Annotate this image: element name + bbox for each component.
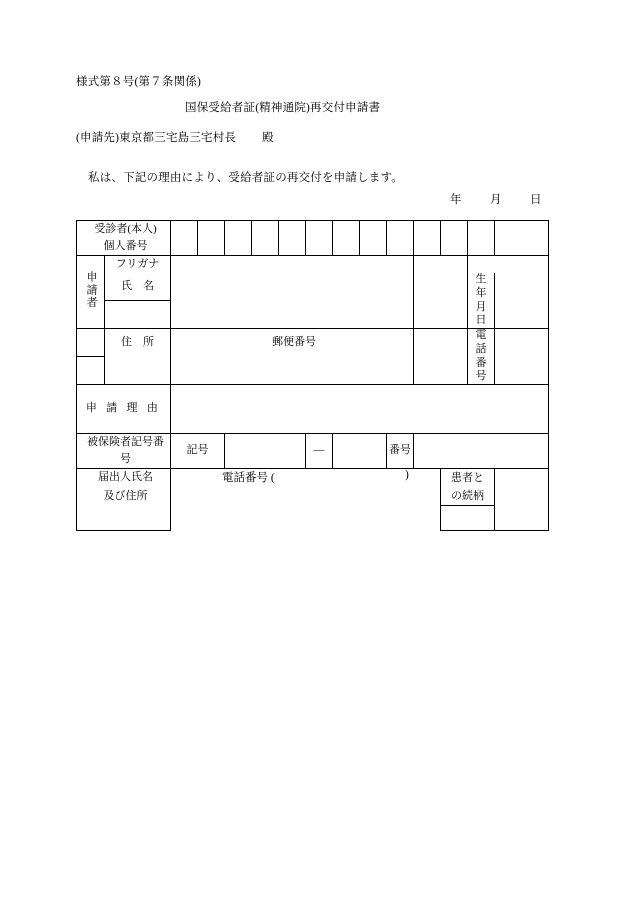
mynumber-box[interactable] <box>414 221 441 256</box>
reporter-label-line2: 及び住所 <box>77 488 171 506</box>
mynumber-box[interactable] <box>225 221 252 256</box>
tel-value[interactable] <box>495 329 549 357</box>
number-label: 番号 <box>387 434 414 469</box>
symbol-label: 記号 <box>171 434 225 469</box>
mynumber-box[interactable] <box>333 221 360 256</box>
applicant-label-spacer <box>77 329 105 357</box>
birth-label-line2: 月 日 <box>468 301 495 329</box>
name-label-spacer <box>105 301 171 329</box>
furigana-value[interactable] <box>171 256 414 274</box>
mynumber-box[interactable] <box>198 221 225 256</box>
table-row <box>77 385 549 434</box>
name-label: 氏 名 <box>105 273 171 301</box>
mynumber-label-line2: 個人番号 <box>77 238 171 256</box>
table-row <box>77 434 549 452</box>
reporter-label-spacer <box>77 506 171 531</box>
name-right-pad <box>414 273 468 329</box>
mynumber-box[interactable] <box>468 221 495 256</box>
addressee-honorific: 殿 <box>262 132 274 144</box>
statement-text: 私は、下記の理由により、受給者証の再交付を申請します。 <box>88 172 403 184</box>
relation-label-line2: の続柄 <box>441 488 495 506</box>
insured-label-line1: 被保険者記号番 <box>77 434 171 452</box>
symbol-value[interactable] <box>225 434 306 469</box>
name-value[interactable] <box>171 273 414 329</box>
birth-label-line1: 生 年 <box>468 273 495 301</box>
table-row <box>77 469 549 489</box>
symbol-dash: ― <box>306 434 333 469</box>
applicant-label <box>77 256 105 329</box>
table-row <box>77 329 549 357</box>
tel-label-line1: 電 話 <box>468 329 495 357</box>
furigana-right-pad <box>414 256 468 274</box>
reason-label: 申 請 理 由 <box>77 385 171 434</box>
mynumber-label-line1: 受診者(本人) <box>77 221 171 239</box>
tel-value-cont[interactable] <box>495 357 549 385</box>
reporter-label-line1: 届出人氏名 <box>77 469 171 489</box>
address-label: 住 所 <box>105 329 171 357</box>
number-value[interactable] <box>414 434 549 469</box>
postal-label: 郵便番号 <box>171 329 414 357</box>
address-label-spacer <box>105 357 171 385</box>
addressee-line <box>76 129 274 145</box>
table-row <box>77 273 549 301</box>
addressee-text: (申請先)東京都三宅島三宅村長 <box>76 132 237 144</box>
furigana-label: フリガナ <box>105 256 171 274</box>
mynumber-box[interactable] <box>495 221 549 256</box>
mynumber-box[interactable] <box>171 221 198 256</box>
mynumber-box[interactable] <box>252 221 279 256</box>
date-year-label: 年 <box>450 194 462 206</box>
address-value[interactable] <box>171 357 414 385</box>
reason-value[interactable] <box>171 385 549 434</box>
birth-label-pad <box>468 256 549 274</box>
mynumber-box[interactable] <box>360 221 387 256</box>
date-day-label: 日 <box>530 194 542 206</box>
form-number: 様式第８号(第７条関係) <box>76 76 202 88</box>
reporter-phone-label: 電話番号 ( <box>222 472 275 484</box>
mynumber-box[interactable] <box>387 221 414 256</box>
birth-value[interactable] <box>495 273 549 329</box>
date-month-label: 月 <box>490 194 502 206</box>
address-right-pad <box>414 329 468 357</box>
mynumber-box[interactable] <box>441 221 468 256</box>
document-title: 国保受給者証(精神通院)再交付申請書 <box>185 102 381 114</box>
reporter-phone-close: ) <box>405 469 409 481</box>
table-row <box>77 357 549 385</box>
insured-label-line2: 号 <box>77 451 171 469</box>
applicant-label-spacer2 <box>77 357 105 385</box>
table-row <box>77 221 549 239</box>
mynumber-box[interactable] <box>279 221 306 256</box>
table-row <box>77 256 549 274</box>
applicant-label-text: 申請者 <box>85 270 97 309</box>
mynumber-box[interactable] <box>306 221 333 256</box>
relation-value[interactable] <box>495 469 549 531</box>
reporter-value[interactable] <box>171 469 441 531</box>
application-table <box>76 220 549 531</box>
relation-label-line1: 患者と <box>441 469 495 489</box>
date-line <box>450 191 542 207</box>
address-right-pad2 <box>414 357 468 385</box>
symbol-value-right[interactable] <box>333 434 387 469</box>
tel-label-line2: 番 号 <box>468 357 495 385</box>
relation-label-spacer <box>441 506 495 531</box>
